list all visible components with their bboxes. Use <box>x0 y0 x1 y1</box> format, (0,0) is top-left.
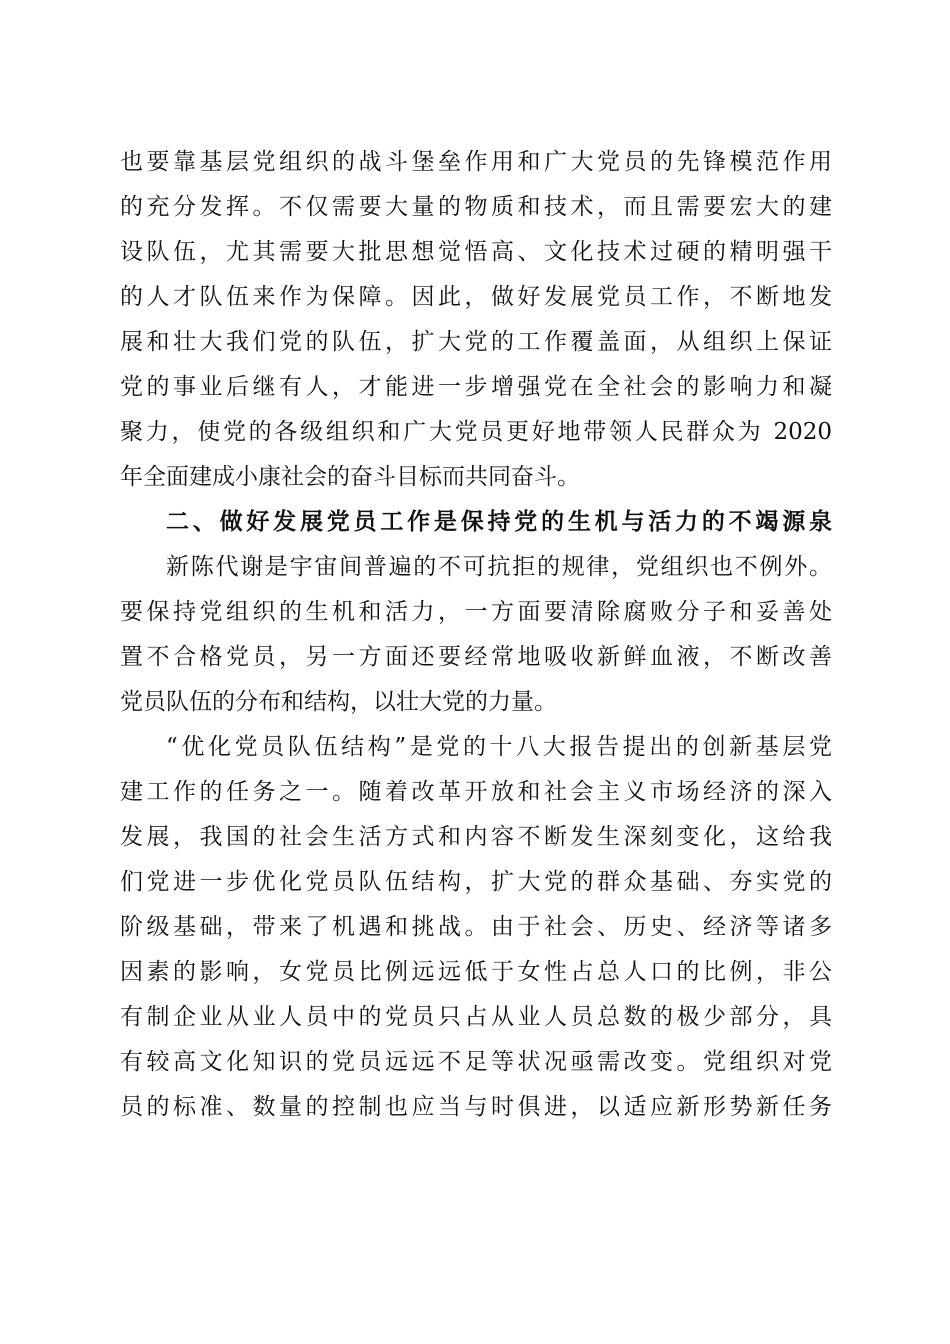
paragraph-2-line: 置不合格党员，另一方面还要经常地吸收新鲜血液，不断改善 <box>120 644 832 670</box>
paragraph-3-line: 有制企业从业人员中的党员只占从业人员总数的极少部分，具 <box>120 1004 832 1030</box>
paragraph-3-line: “优化党员队伍结构”是党的十八大报告提出的创新基层党 <box>166 734 832 760</box>
paragraph-2-line: 党员队伍的分布和结构，以壮大党的力量。 <box>120 689 557 715</box>
paragraph-1-line: 展和壮大我们党的队伍，扩大党的工作覆盖面，从组织上保证 <box>120 329 832 355</box>
paragraph-1-line: 设队伍，尤其需要大批思想觉悟高、文化技术过硬的精明强干 <box>120 239 832 265</box>
paragraph-1-line: 聚力，使党的各级组织和广大党员更好地带领人民群众为 2020 <box>120 419 832 445</box>
section-heading: 二、做好发展党员工作是保持党的生机与活力的不竭源泉 <box>166 509 832 535</box>
paragraph-3-line: 们党进一步优化党员队伍结构，扩大党的群众基础、夯实党的 <box>120 869 832 895</box>
paragraph-1-line: 的充分发挥。不仅需要大量的物质和技术，而且需要宏大的建 <box>120 194 832 220</box>
paragraph-2-line: 要保持党组织的生机和活力，一方面要清除腐败分子和妥善处 <box>120 599 832 625</box>
paragraph-3-line: 发展，我国的社会生活方式和内容不断发生深刻变化，这给我 <box>120 824 832 850</box>
paragraph-3-line: 因素的影响，女党员比例远远低于女性占总人口的比例，非公 <box>120 959 832 985</box>
paragraph-1-line: 也要靠基层党组织的战斗堡垒作用和广大党员的先锋模范作用 <box>120 149 832 175</box>
paragraph-3-line: 建工作的任务之一。随着改革开放和社会主义市场经济的深入 <box>120 779 832 805</box>
paragraph-1-line: 的人才队伍来作为保障。因此，做好发展党员工作，不断地发 <box>120 284 832 310</box>
paragraph-3-line: 阶级基础，带来了机遇和挑战。由于社会、历史、经济等诸多 <box>120 914 832 940</box>
paragraph-2-line: 新陈代谢是宇宙间普遍的不可抗拒的规律，党组织也不例外。 <box>166 554 832 580</box>
paragraph-3-line: 有较高文化知识的党员远远不足等状况亟需改变。党组织对党 <box>120 1049 832 1075</box>
paragraph-3-line: 员的标准、数量的控制也应当与时俱进，以适应新形势新任务 <box>120 1094 832 1120</box>
paragraph-1-line: 党的事业后继有人，才能进一步增强党在全社会的影响力和凝 <box>120 374 832 400</box>
paragraph-1-line: 年全面建成小康社会的奋斗目标而共同奋斗。 <box>120 464 580 490</box>
